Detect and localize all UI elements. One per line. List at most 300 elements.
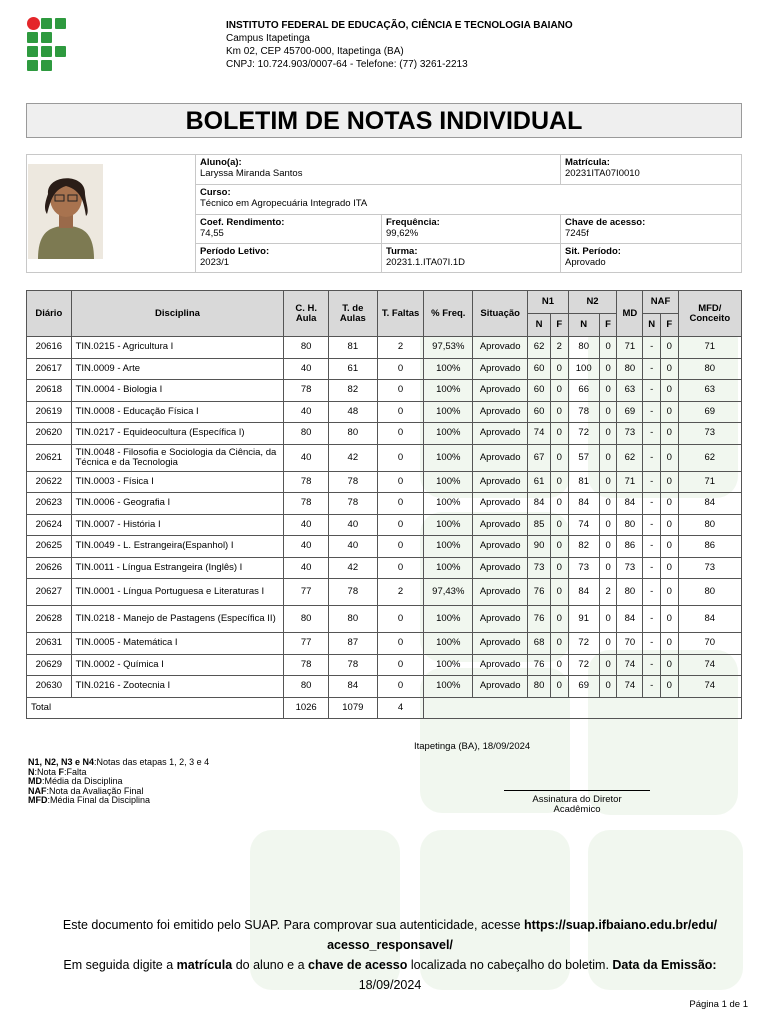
- cell-n2f: 0: [599, 401, 617, 423]
- cell-ta: 42: [328, 444, 377, 471]
- cell-n2n: 100: [568, 358, 599, 380]
- cell-n2f: 0: [599, 557, 617, 579]
- cell-naff: 0: [660, 401, 678, 423]
- table-row: [27, 444, 742, 471]
- cell-sit: Aprovado: [473, 358, 528, 380]
- cell-sit: Aprovado: [473, 514, 528, 536]
- coef-cell: Coef. Rendimento: 74,55: [196, 215, 382, 244]
- cell-ch: 80: [284, 337, 329, 359]
- chave-cell: Chave de acesso: 7245f: [561, 215, 742, 244]
- cell-nafn: -: [643, 493, 661, 515]
- cell-mfd: 71: [678, 337, 741, 359]
- cell-n1f: 0: [551, 444, 569, 471]
- sit-cell: Sit. Período: Aprovado: [561, 244, 742, 273]
- cell-n1f: 0: [551, 401, 569, 423]
- cell-n2n: 81: [568, 471, 599, 493]
- cell-n2f: 0: [599, 493, 617, 515]
- cell-mfd: 80: [678, 579, 741, 606]
- cell-n2n: 80: [568, 337, 599, 359]
- col-n1-f: F: [551, 314, 569, 337]
- cell-n2n: 72: [568, 633, 599, 655]
- cell-naff: 0: [660, 471, 678, 493]
- col-mfd: MFD/ Conceito: [678, 291, 741, 337]
- cell-nafn: -: [643, 423, 661, 445]
- cell-freq: 100%: [424, 471, 473, 493]
- cell-md: 71: [617, 471, 643, 493]
- cell-n2n: 84: [568, 579, 599, 606]
- student-coef: 74,55: [200, 228, 224, 239]
- cell-disciplina: TIN.0003 - Física I: [71, 471, 284, 493]
- cell-ch: 40: [284, 444, 329, 471]
- cell-disciplina: TIN.0218 - Manejo de Pastagens (Específica II): [71, 606, 284, 633]
- cell-n1f: 2: [551, 337, 569, 359]
- table-row: [27, 337, 742, 359]
- verify-link-cont[interactable]: acesso_responsavel/: [327, 938, 453, 952]
- cell-freq: 100%: [424, 493, 473, 515]
- cell-n1f: 0: [551, 471, 569, 493]
- cell-diario: 20619: [27, 401, 72, 423]
- col-n2-f: F: [599, 314, 617, 337]
- cell-tf: 0: [377, 606, 424, 633]
- cell-n2f: 0: [599, 471, 617, 493]
- cell-n2n: 82: [568, 536, 599, 558]
- cell-mfd: 70: [678, 633, 741, 655]
- curso-cell: Curso: Técnico em Agropecuária Integrado ITA: [196, 185, 742, 215]
- cell-mfd: 84: [678, 606, 741, 633]
- cell-nafn: -: [643, 633, 661, 655]
- cell-n1n: 61: [528, 471, 551, 493]
- cell-mfd: 74: [678, 676, 741, 698]
- cell-ta: 82: [328, 380, 377, 402]
- cell-md: 63: [617, 380, 643, 402]
- cell-n2f: 0: [599, 654, 617, 676]
- turma-cell: Turma: 20231.1.ITA07I.1D: [382, 244, 561, 273]
- authenticity-footer: Este documento foi emitido pelo SUAP. Para comprovar sua autenticidade, acesse https://suap.ifbaiano.edu.br/edu/ acesso_responsavel/ Em seguida digite a matrícula do aluno e a chave de acesso localizada no cabeçalho do boletim. Data da Emissão: 18/09/2024: [40, 915, 740, 995]
- cell-mfd: 74: [678, 654, 741, 676]
- cell-n2f: 0: [599, 536, 617, 558]
- institution-address: Km 02, CEP 45700-000, Itapetinga (BA): [226, 46, 404, 57]
- cell-sit: Aprovado: [473, 380, 528, 402]
- cell-freq: 100%: [424, 423, 473, 445]
- cell-md: 86: [617, 536, 643, 558]
- col-situacao: Situação: [473, 291, 528, 337]
- student-curso: Técnico em Agropecuária Integrado ITA: [200, 198, 368, 209]
- page-number: Página 1 de 1: [689, 999, 748, 1010]
- cell-n2f: 0: [599, 606, 617, 633]
- col-n2: N2: [568, 291, 617, 314]
- cell-sit: Aprovado: [473, 606, 528, 633]
- total-label: Total: [27, 697, 284, 718]
- cell-md: 80: [617, 514, 643, 536]
- matricula-cell: Matrícula: 20231ITA07I0010: [561, 155, 742, 185]
- table-row: [27, 493, 742, 515]
- legend-item: MFD:Média Final da Disciplina: [28, 795, 151, 806]
- cell-freq: 100%: [424, 654, 473, 676]
- cell-ta: 78: [328, 654, 377, 676]
- col-diario: Diário: [27, 291, 72, 337]
- cell-md: 69: [617, 401, 643, 423]
- cell-n1f: 0: [551, 557, 569, 579]
- cell-n1n: 60: [528, 380, 551, 402]
- cell-nafn: -: [643, 401, 661, 423]
- aluno-cell: Aluno(a): Laryssa Miranda Santos: [196, 155, 561, 185]
- grade-rows: [27, 337, 742, 698]
- table-row: [27, 606, 742, 633]
- cell-n1n: 62: [528, 337, 551, 359]
- cell-nafn: -: [643, 514, 661, 536]
- cell-n2f: 0: [599, 358, 617, 380]
- cell-sit: Aprovado: [473, 557, 528, 579]
- cell-sit: Aprovado: [473, 444, 528, 471]
- cell-sit: Aprovado: [473, 423, 528, 445]
- cell-ch: 78: [284, 380, 329, 402]
- cell-nafn: -: [643, 606, 661, 633]
- cell-disciplina: TIN.0011 - Língua Estrangeira (Inglês) I: [71, 557, 284, 579]
- cell-disciplina: TIN.0217 - Equideocultura (Específica I): [71, 423, 284, 445]
- cell-diario: 20618: [27, 380, 72, 402]
- table-row: [27, 514, 742, 536]
- student-matricula: 20231ITA07I0010: [565, 168, 640, 179]
- cell-ta: 78: [328, 471, 377, 493]
- cell-diario: 20617: [27, 358, 72, 380]
- cell-naff: 0: [660, 423, 678, 445]
- cell-sit: Aprovado: [473, 536, 528, 558]
- cell-ta: 42: [328, 557, 377, 579]
- cell-nafn: -: [643, 557, 661, 579]
- cell-disciplina: TIN.0007 - História I: [71, 514, 284, 536]
- student-name: Laryssa Miranda Santos: [200, 168, 303, 179]
- cell-sit: Aprovado: [473, 676, 528, 698]
- cell-n1n: 84: [528, 493, 551, 515]
- cell-ch: 78: [284, 471, 329, 493]
- cell-mfd: 62: [678, 444, 741, 471]
- cell-ch: 80: [284, 423, 329, 445]
- cell-ch: 40: [284, 536, 329, 558]
- cell-tf: 0: [377, 444, 424, 471]
- col-tfaltas: T. Faltas: [377, 291, 424, 337]
- cell-ta: 78: [328, 579, 377, 606]
- institution-logo: [27, 17, 69, 59]
- student-photo: [28, 164, 103, 259]
- cell-mfd: 84: [678, 493, 741, 515]
- cell-n1f: 0: [551, 514, 569, 536]
- cell-nafn: -: [643, 337, 661, 359]
- grades-table: [26, 290, 742, 719]
- cell-disciplina: TIN.0049 - L. Estrangeira(Espanhol) I: [71, 536, 284, 558]
- cell-naff: 0: [660, 514, 678, 536]
- cell-disciplina: TIN.0004 - Biologia I: [71, 380, 284, 402]
- cell-n2f: 0: [599, 444, 617, 471]
- cell-diario: 20626: [27, 557, 72, 579]
- cell-n1f: 0: [551, 536, 569, 558]
- student-turma: 20231.1.ITA07I.1D: [386, 257, 466, 268]
- cell-n1n: 68: [528, 633, 551, 655]
- table-row: [27, 557, 742, 579]
- cell-ta: 40: [328, 514, 377, 536]
- cell-mfd: 71: [678, 471, 741, 493]
- cell-naff: 0: [660, 444, 678, 471]
- cell-tf: 0: [377, 423, 424, 445]
- cell-ta: 40: [328, 536, 377, 558]
- cell-tf: 0: [377, 633, 424, 655]
- col-disciplina: Disciplina: [71, 291, 284, 337]
- cell-md: 73: [617, 423, 643, 445]
- cell-n2n: 74: [568, 514, 599, 536]
- cell-ch: 40: [284, 358, 329, 380]
- cell-ch: 80: [284, 606, 329, 633]
- table-row: [27, 536, 742, 558]
- cell-diario: 20625: [27, 536, 72, 558]
- cell-tf: 0: [377, 557, 424, 579]
- cell-n2n: 72: [568, 423, 599, 445]
- cell-diario: 20631: [27, 633, 72, 655]
- col-naf-n: N: [643, 314, 661, 337]
- cell-sit: Aprovado: [473, 579, 528, 606]
- table-row: [27, 471, 742, 493]
- total-ta: 1079: [328, 697, 377, 718]
- cell-n1f: 0: [551, 423, 569, 445]
- student-freq: 99,62%: [386, 228, 419, 239]
- institution-name: INSTITUTO FEDERAL DE EDUCAÇÃO, CIÊNCIA E TECNOLOGIA BAIANO: [226, 20, 573, 31]
- cell-ta: 61: [328, 358, 377, 380]
- cell-ta: 78: [328, 493, 377, 515]
- legend-item: N1, N2, N3 e N4:Notas das etapas 1, 2, 3 e 4: [28, 757, 210, 767]
- cell-nafn: -: [643, 676, 661, 698]
- cell-diario: 20623: [27, 493, 72, 515]
- cell-ch: 40: [284, 514, 329, 536]
- cell-nafn: -: [643, 536, 661, 558]
- cell-freq: 97,43%: [424, 579, 473, 606]
- cell-n1n: 76: [528, 579, 551, 606]
- cell-n2n: 84: [568, 493, 599, 515]
- cell-disciplina: TIN.0216 - Zootecnia I: [71, 676, 284, 698]
- cell-naff: 0: [660, 633, 678, 655]
- cell-ta: 87: [328, 633, 377, 655]
- institution-header: [226, 19, 573, 71]
- cell-ta: 80: [328, 606, 377, 633]
- cell-mfd: 86: [678, 536, 741, 558]
- issue-date: Itapetinga (BA), 18/09/2024: [414, 741, 531, 752]
- cell-n2n: 57: [568, 444, 599, 471]
- cell-mfd: 73: [678, 557, 741, 579]
- legend: [28, 758, 209, 806]
- cell-freq: 100%: [424, 633, 473, 655]
- cell-tf: 0: [377, 493, 424, 515]
- freq-cell: Frequência: 99,62%: [382, 215, 561, 244]
- cell-md: 73: [617, 557, 643, 579]
- cell-naff: 0: [660, 676, 678, 698]
- cell-n1n: 90: [528, 536, 551, 558]
- cell-sit: Aprovado: [473, 654, 528, 676]
- cell-freq: 100%: [424, 380, 473, 402]
- legend-item: MD:Média da Disciplina: [28, 776, 123, 787]
- cell-freq: 97,53%: [424, 337, 473, 359]
- cell-naff: 0: [660, 606, 678, 633]
- cell-n2n: 72: [568, 654, 599, 676]
- cell-disciplina: TIN.0006 - Geografia I: [71, 493, 284, 515]
- cell-freq: 100%: [424, 676, 473, 698]
- cell-tf: 0: [377, 654, 424, 676]
- cell-n1n: 60: [528, 401, 551, 423]
- cell-ch: 78: [284, 654, 329, 676]
- cell-nafn: -: [643, 654, 661, 676]
- cell-diario: 20627: [27, 579, 72, 606]
- verify-link[interactable]: https://suap.ifbaiano.edu.br/edu/: [524, 918, 718, 932]
- cell-disciplina: TIN.0002 - Química I: [71, 654, 284, 676]
- col-tdeaulas: T. de Aulas: [328, 291, 377, 337]
- signature-label: Assinatura do Diretor Acadêmico: [532, 794, 622, 815]
- cell-ta: 48: [328, 401, 377, 423]
- cell-diario: 20620: [27, 423, 72, 445]
- cell-sit: Aprovado: [473, 337, 528, 359]
- cell-n2f: 0: [599, 676, 617, 698]
- cell-disciplina: TIN.0048 - Filosofia e Sociologia da Ciência, da Técnica e da Tecnologia: [71, 444, 284, 471]
- cell-diario: 20628: [27, 606, 72, 633]
- cell-ch: 77: [284, 579, 329, 606]
- cell-freq: 100%: [424, 536, 473, 558]
- cell-n1f: 0: [551, 493, 569, 515]
- cell-n2n: 69: [568, 676, 599, 698]
- cell-n2f: 0: [599, 423, 617, 445]
- cell-freq: 100%: [424, 358, 473, 380]
- cell-n2f: 0: [599, 514, 617, 536]
- cell-n1n: 76: [528, 654, 551, 676]
- page-title: BOLETIM DE NOTAS INDIVIDUAL: [26, 103, 742, 138]
- cell-md: 80: [617, 579, 643, 606]
- cell-n1n: 76: [528, 606, 551, 633]
- cell-disciplina: TIN.0005 - Matemática I: [71, 633, 284, 655]
- cell-tf: 0: [377, 401, 424, 423]
- cell-n1f: 0: [551, 380, 569, 402]
- cell-n2n: 91: [568, 606, 599, 633]
- col-n2-n: N: [568, 314, 599, 337]
- col-md: MD: [617, 291, 643, 337]
- cell-diario: 20629: [27, 654, 72, 676]
- cell-n1f: 0: [551, 633, 569, 655]
- cell-naff: 0: [660, 536, 678, 558]
- cell-freq: 100%: [424, 401, 473, 423]
- table-row: [27, 579, 742, 606]
- cell-n1f: 0: [551, 654, 569, 676]
- cell-ch: 78: [284, 493, 329, 515]
- col-freq: % Freq.: [424, 291, 473, 337]
- cell-tf: 2: [377, 579, 424, 606]
- cell-diario: 20616: [27, 337, 72, 359]
- cell-tf: 0: [377, 471, 424, 493]
- cell-mfd: 63: [678, 380, 741, 402]
- cell-diario: 20630: [27, 676, 72, 698]
- cell-sit: Aprovado: [473, 471, 528, 493]
- cell-mfd: 80: [678, 514, 741, 536]
- cell-tf: 0: [377, 536, 424, 558]
- cell-n1n: 67: [528, 444, 551, 471]
- cell-n1n: 74: [528, 423, 551, 445]
- cell-diario: 20621: [27, 444, 72, 471]
- cell-n1f: 0: [551, 676, 569, 698]
- total-empty: [424, 697, 742, 718]
- cell-n2n: 66: [568, 380, 599, 402]
- cell-md: 71: [617, 337, 643, 359]
- emission-date: 18/09/2024: [358, 978, 422, 992]
- cell-n2f: 0: [599, 380, 617, 402]
- periodo-cell: Período Letivo: 2023/1: [196, 244, 382, 273]
- cell-n2f: 0: [599, 633, 617, 655]
- cell-freq: 100%: [424, 606, 473, 633]
- cell-naff: 0: [660, 493, 678, 515]
- table-row: [27, 633, 742, 655]
- student-chave: 7245f: [565, 228, 589, 239]
- institution-contact: CNPJ: 10.724.903/0007-64 - Telefone: (77) 3261-2213: [226, 59, 468, 70]
- cell-mfd: 73: [678, 423, 741, 445]
- col-ch: C. H. Aula: [284, 291, 329, 337]
- col-n1-n: N: [528, 314, 551, 337]
- cell-md: 84: [617, 493, 643, 515]
- cell-nafn: -: [643, 380, 661, 402]
- col-n1: N1: [528, 291, 568, 314]
- legend-item: N:Nota F:Falta: [28, 766, 87, 777]
- cell-ch: 40: [284, 557, 329, 579]
- cell-md: 74: [617, 654, 643, 676]
- cell-n1f: 0: [551, 358, 569, 380]
- signature-line: [504, 790, 650, 791]
- cell-ta: 80: [328, 423, 377, 445]
- cell-md: 70: [617, 633, 643, 655]
- total-row: [27, 697, 742, 718]
- cell-n1f: 0: [551, 579, 569, 606]
- cell-sit: Aprovado: [473, 633, 528, 655]
- cell-diario: 20622: [27, 471, 72, 493]
- cell-disciplina: TIN.0215 - Agricultura I: [71, 337, 284, 359]
- cell-n1f: 0: [551, 606, 569, 633]
- cell-n1n: 80: [528, 676, 551, 698]
- cell-naff: 0: [660, 654, 678, 676]
- cell-nafn: -: [643, 579, 661, 606]
- cell-md: 74: [617, 676, 643, 698]
- cell-naff: 0: [660, 380, 678, 402]
- cell-n2n: 73: [568, 557, 599, 579]
- cell-md: 62: [617, 444, 643, 471]
- cell-freq: 100%: [424, 557, 473, 579]
- total-ch: 1026: [284, 697, 329, 718]
- table-row: [27, 423, 742, 445]
- total-tf: 4: [377, 697, 424, 718]
- col-naf-f: F: [660, 314, 678, 337]
- cell-md: 84: [617, 606, 643, 633]
- table-row: [27, 676, 742, 698]
- cell-sit: Aprovado: [473, 401, 528, 423]
- table-row: [27, 654, 742, 676]
- cell-diario: 20624: [27, 514, 72, 536]
- legend-item: NAF:Nota da Avaliação Final: [28, 785, 144, 796]
- cell-tf: 2: [377, 337, 424, 359]
- cell-ch: 40: [284, 401, 329, 423]
- col-naf: NAF: [643, 291, 678, 314]
- table-row: [27, 401, 742, 423]
- cell-tf: 0: [377, 380, 424, 402]
- cell-ch: 80: [284, 676, 329, 698]
- cell-md: 80: [617, 358, 643, 380]
- cell-naff: 0: [660, 579, 678, 606]
- cell-mfd: 80: [678, 358, 741, 380]
- institution-campus: Campus Itapetinga: [226, 33, 310, 44]
- cell-naff: 0: [660, 358, 678, 380]
- student-info-table: [26, 154, 742, 273]
- student-periodo: 2023/1: [200, 257, 230, 268]
- cell-tf: 0: [377, 358, 424, 380]
- cell-nafn: -: [643, 358, 661, 380]
- cell-freq: 100%: [424, 444, 473, 471]
- cell-tf: 0: [377, 676, 424, 698]
